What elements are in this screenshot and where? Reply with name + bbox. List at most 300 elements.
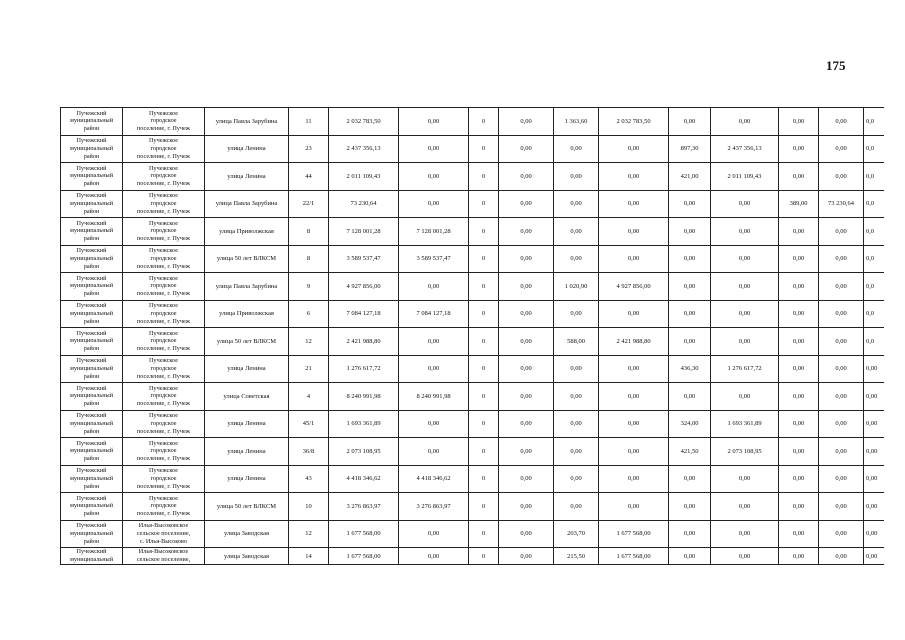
municipality-cell-line: район xyxy=(83,152,100,160)
total-cost-cell: 2 421 988,80 xyxy=(329,328,399,356)
cost-column-5-cell: 0,00 xyxy=(599,163,669,191)
table-row xyxy=(61,300,884,328)
area-column-2-cell: 0,00 xyxy=(669,108,711,136)
house-number-cell: 8 xyxy=(289,245,329,273)
settlement-cell-line: Пучежское xyxy=(149,164,178,172)
municipality-cell-line: район xyxy=(83,537,100,545)
area-column-1-cell: 1 363,60 xyxy=(554,108,599,136)
cost-column-3-cell: 0,00 xyxy=(499,108,554,136)
area-column-2-cell: 897,30 xyxy=(669,135,711,163)
count-column-cell: 0 xyxy=(469,438,499,466)
cost-column-5-cell: 0,00 xyxy=(599,355,669,383)
street-cell: улица Заводская xyxy=(205,520,289,548)
total-cost-cell: 3 276 863,97 xyxy=(329,493,399,521)
house-number-cell: 43 xyxy=(289,465,329,493)
area-column-3-cell: 0,00 xyxy=(779,273,819,301)
municipality-cell-line: район xyxy=(83,372,100,380)
area-column-3-cell: 0,00 xyxy=(779,135,819,163)
municipality-cell-line: Пучежский xyxy=(76,357,107,365)
area-column-2-cell: 0,00 xyxy=(669,465,711,493)
settlement-cell-line: Илья-Высоковское xyxy=(138,548,189,556)
table-row xyxy=(61,548,884,565)
table-row xyxy=(61,190,884,218)
cost-column-3-cell: 0,00 xyxy=(499,190,554,218)
table-row xyxy=(61,410,884,438)
cost-column-5-cell: 0,00 xyxy=(599,465,669,493)
street-cell: улица 50 лет ВЛКСМ xyxy=(205,493,289,521)
cost-column-7-cell: 1 693 361,89 xyxy=(711,410,779,438)
house-number-cell: 36/8 xyxy=(289,438,329,466)
table-body xyxy=(61,108,884,565)
municipality-cell-line: муниципальный xyxy=(69,474,114,482)
settlement-cell-line: Пучежское xyxy=(149,384,178,392)
house-number-cell: 6 xyxy=(289,300,329,328)
area-column-1-cell: 0,00 xyxy=(554,355,599,383)
cost-column-10-cell: 0,0 xyxy=(864,245,884,273)
area-column-1-cell: 0,00 xyxy=(554,410,599,438)
settlement-cell-line: поселение, г. Пучеж xyxy=(136,317,191,325)
municipality-cell xyxy=(61,383,123,411)
area-column-2-cell: 421,50 xyxy=(669,438,711,466)
municipality-cell-line: муниципальный xyxy=(69,254,114,262)
cost-column-5-cell: 2 032 783,50 xyxy=(599,108,669,136)
house-number-cell: 45/1 xyxy=(289,410,329,438)
table-row xyxy=(61,438,884,466)
settlement-cell-line: Пучежское xyxy=(149,219,178,227)
street-cell: улица 50 лет ВЛКСМ xyxy=(205,328,289,356)
count-column-cell: 0 xyxy=(469,300,499,328)
settlement-cell-line: поселение, г. Пучеж xyxy=(136,180,191,188)
cost-column-10-cell: 0,00 xyxy=(864,520,884,548)
municipality-cell-line: муниципальный xyxy=(69,337,114,345)
municipality-cell xyxy=(61,245,123,273)
cost-column-9-cell: 0,00 xyxy=(819,355,864,383)
street-cell: улица Приволжская xyxy=(205,300,289,328)
settlement-cell xyxy=(123,328,205,356)
house-number-cell: 23 xyxy=(289,135,329,163)
cost-column-5-cell: 0,00 xyxy=(599,410,669,438)
settlement-cell xyxy=(123,383,205,411)
cost-column-5-cell: 0,00 xyxy=(599,135,669,163)
settlement-cell-line: Пучежское xyxy=(149,467,178,475)
settlement-cell xyxy=(123,190,205,218)
municipality-cell xyxy=(61,218,123,246)
area-column-2-cell: 0,00 xyxy=(669,190,711,218)
house-number-cell: 22/1 xyxy=(289,190,329,218)
area-column-1-cell: 0,00 xyxy=(554,135,599,163)
municipality-cell-line: район xyxy=(83,207,100,215)
cost-column-7-cell: 1 276 617,72 xyxy=(711,355,779,383)
municipality-cell-line: муниципальный xyxy=(69,282,114,290)
municipality-cell-line: район xyxy=(83,427,100,435)
cost-column-7-cell: 0,00 xyxy=(711,245,779,273)
settlement-cell-line: поселение, г. Пучеж xyxy=(136,372,191,380)
house-number-cell: 4 xyxy=(289,383,329,411)
area-column-1-cell: 0,00 xyxy=(554,245,599,273)
street-cell: улица Павла Зарубина xyxy=(205,190,289,218)
cost-column-7-cell: 0,00 xyxy=(711,218,779,246)
cost-column-7-cell: 0,00 xyxy=(711,465,779,493)
settlement-cell xyxy=(123,108,205,136)
settlement-cell-line: Пучежское xyxy=(149,302,178,310)
cost-column-5-cell: 1 677 568,00 xyxy=(599,548,669,565)
municipality-cell-line: район xyxy=(83,510,100,518)
settlement-cell-line: городское xyxy=(150,282,177,290)
cost-column-7-cell: 2 011 109,43 xyxy=(711,163,779,191)
count-column-cell: 0 xyxy=(469,190,499,218)
municipality-cell-line: муниципальный xyxy=(69,309,114,317)
municipality-cell-line: муниципальный xyxy=(69,419,114,427)
area-column-3-cell: 0,00 xyxy=(779,355,819,383)
total-cost-cell: 4 418 346,62 xyxy=(329,465,399,493)
street-cell: улица Приволжская xyxy=(205,218,289,246)
cost-column-5-cell: 2 421 988,80 xyxy=(599,328,669,356)
count-column-cell: 0 xyxy=(469,410,499,438)
count-column-cell: 0 xyxy=(469,328,499,356)
municipality-cell-line: район xyxy=(83,180,100,188)
settlement-cell-line: городское xyxy=(150,474,177,482)
cost-column-3-cell: 0,00 xyxy=(499,163,554,191)
cost-column-3-cell: 0,00 xyxy=(499,300,554,328)
cost-column-9-cell: 0,00 xyxy=(819,328,864,356)
cost-column-7-cell: 0,00 xyxy=(711,328,779,356)
municipality-cell-line: район xyxy=(83,262,100,270)
municipality-cell-line: Пучежский xyxy=(76,302,107,310)
street-cell: улица Ленина xyxy=(205,438,289,466)
settlement-cell-line: городское xyxy=(150,172,177,180)
cost-column-5-cell: 4 927 856,00 xyxy=(599,273,669,301)
cost-column-3-cell: 0,00 xyxy=(499,328,554,356)
cost-column-1-cell: 7 128 001,28 xyxy=(399,218,469,246)
municipality-cell-line: район xyxy=(83,317,100,325)
cost-column-1-cell: 3 276 863,97 xyxy=(399,493,469,521)
cost-column-1-cell: 0,00 xyxy=(399,520,469,548)
area-column-3-cell: 0,00 xyxy=(779,548,819,565)
settlement-cell-line: поселение, г. Пучеж xyxy=(136,482,191,490)
street-cell: улица Ленина xyxy=(205,465,289,493)
total-cost-cell: 2 032 783,50 xyxy=(329,108,399,136)
settlement-cell-line: городское xyxy=(150,309,177,317)
area-column-1-cell: 203,70 xyxy=(554,520,599,548)
municipality-cell xyxy=(61,328,123,356)
municipality-cell-line: Пучежский xyxy=(76,412,107,420)
count-column-cell: 0 xyxy=(469,548,499,565)
municipality-cell-line: Пучежский xyxy=(76,439,107,447)
cost-column-9-cell: 0,00 xyxy=(819,273,864,301)
area-column-3-cell: 0,00 xyxy=(779,245,819,273)
settlement-cell-line: городское xyxy=(150,419,177,427)
municipality-cell-line: муниципальный xyxy=(69,364,114,372)
municipality-cell xyxy=(61,190,123,218)
street-cell: улица Павла Зарубина xyxy=(205,108,289,136)
settlement-cell xyxy=(123,300,205,328)
settlement-cell xyxy=(123,273,205,301)
cost-column-7-cell: 0,00 xyxy=(711,300,779,328)
settlement-cell-line: городское xyxy=(150,227,177,235)
area-column-1-cell: 0,00 xyxy=(554,383,599,411)
street-cell: улица Ленина xyxy=(205,355,289,383)
municipality-cell xyxy=(61,300,123,328)
settlement-cell-line: городское xyxy=(150,254,177,262)
cost-column-7-cell: 0,00 xyxy=(711,520,779,548)
municipality-cell-line: муниципальный xyxy=(69,556,114,563)
municipality-cell-line: район xyxy=(83,290,100,298)
count-column-cell: 0 xyxy=(469,163,499,191)
municipality-cell xyxy=(61,108,123,136)
cost-column-3-cell: 0,00 xyxy=(499,410,554,438)
municipality-cell-line: муниципальный xyxy=(69,502,114,510)
cost-column-7-cell: 2 073 108,95 xyxy=(711,438,779,466)
municipality-cell-line: муниципальный xyxy=(69,144,114,152)
area-column-2-cell: 0,00 xyxy=(669,548,711,565)
settlement-cell-line: Пучежское xyxy=(149,357,178,365)
housing-program-table xyxy=(60,107,884,565)
cost-column-10-cell: 0,0 xyxy=(864,328,884,356)
settlement-cell-line: сельское поселение, xyxy=(136,529,191,537)
municipality-cell-line: муниципальный xyxy=(69,227,114,235)
cost-column-10-cell: 0,00 xyxy=(864,438,884,466)
area-column-1-cell: 0,00 xyxy=(554,218,599,246)
municipality-cell xyxy=(61,355,123,383)
municipality-cell-line: Пучежский xyxy=(76,164,107,172)
cost-column-9-cell: 0,00 xyxy=(819,135,864,163)
table-row xyxy=(61,355,884,383)
cost-column-7-cell: 0,00 xyxy=(711,108,779,136)
area-column-1-cell: 0,00 xyxy=(554,493,599,521)
table-row xyxy=(61,493,884,521)
house-number-cell: 12 xyxy=(289,328,329,356)
cost-column-7-cell: 0,00 xyxy=(711,190,779,218)
settlement-cell xyxy=(123,218,205,246)
municipality-cell-line: район xyxy=(83,400,100,408)
street-cell: улица Ленина xyxy=(205,410,289,438)
settlement-cell-line: Пучежское xyxy=(149,109,178,117)
cost-column-9-cell: 0,00 xyxy=(819,163,864,191)
municipality-cell-line: Пучежский xyxy=(76,467,107,475)
table-row xyxy=(61,108,884,136)
count-column-cell: 0 xyxy=(469,218,499,246)
total-cost-cell: 1 677 568,00 xyxy=(329,520,399,548)
cost-column-9-cell: 0,00 xyxy=(819,438,864,466)
area-column-3-cell: 0,00 xyxy=(779,300,819,328)
cost-column-3-cell: 0,00 xyxy=(499,273,554,301)
area-column-1-cell: 0,00 xyxy=(554,300,599,328)
cost-column-7-cell: 0,00 xyxy=(711,493,779,521)
cost-column-9-cell: 73 230,64 xyxy=(819,190,864,218)
street-cell: улица Ленина xyxy=(205,135,289,163)
page-number: 175 xyxy=(826,58,846,73)
settlement-cell xyxy=(123,135,205,163)
municipality-cell-line: Пучежский xyxy=(76,247,107,255)
cost-column-9-cell: 0,00 xyxy=(819,383,864,411)
municipality-cell-line: район xyxy=(83,235,100,243)
area-column-2-cell: 0,00 xyxy=(669,520,711,548)
table-row xyxy=(61,273,884,301)
settlement-cell-line: городское xyxy=(150,447,177,455)
table-row xyxy=(61,465,884,493)
settlement-cell-line: городское xyxy=(150,392,177,400)
cost-column-10-cell: 0,00 xyxy=(864,410,884,438)
area-column-3-cell: 0,00 xyxy=(779,520,819,548)
area-column-2-cell: 0,00 xyxy=(669,218,711,246)
street-cell: улица Заводская xyxy=(205,548,289,565)
settlement-cell-line: городское xyxy=(150,117,177,125)
house-number-cell: 11 xyxy=(289,108,329,136)
cost-column-3-cell: 0,00 xyxy=(499,383,554,411)
cost-column-7-cell: 2 437 356,13 xyxy=(711,135,779,163)
table-row xyxy=(61,383,884,411)
municipality-cell-line: Пучежский xyxy=(76,494,107,502)
house-number-cell: 44 xyxy=(289,163,329,191)
municipality-cell xyxy=(61,465,123,493)
municipality-cell-line: Пучежский xyxy=(76,109,107,117)
area-column-3-cell: 0,00 xyxy=(779,438,819,466)
count-column-cell: 0 xyxy=(469,273,499,301)
cost-column-3-cell: 0,00 xyxy=(499,548,554,565)
area-column-1-cell: 588,00 xyxy=(554,328,599,356)
municipality-cell-line: муниципальный xyxy=(69,392,114,400)
house-number-cell: 21 xyxy=(289,355,329,383)
settlement-cell-line: городское xyxy=(150,337,177,345)
total-cost-cell: 4 927 856,00 xyxy=(329,273,399,301)
table-row xyxy=(61,218,884,246)
cost-column-9-cell: 0,00 xyxy=(819,465,864,493)
area-column-2-cell: 0,00 xyxy=(669,328,711,356)
cost-column-3-cell: 0,00 xyxy=(499,218,554,246)
total-cost-cell: 7 084 127,18 xyxy=(329,300,399,328)
settlement-cell xyxy=(123,493,205,521)
cost-column-5-cell: 1 677 568,00 xyxy=(599,520,669,548)
municipality-cell-line: муниципальный xyxy=(69,529,114,537)
settlement-cell-line: Пучежское xyxy=(149,274,178,282)
cost-column-3-cell: 0,00 xyxy=(499,493,554,521)
cost-column-3-cell: 0,00 xyxy=(499,520,554,548)
house-number-cell: 8 xyxy=(289,218,329,246)
cost-column-9-cell: 0,00 xyxy=(819,108,864,136)
cost-column-3-cell: 0,00 xyxy=(499,135,554,163)
count-column-cell: 0 xyxy=(469,520,499,548)
settlement-cell xyxy=(123,465,205,493)
area-column-3-cell: 0,00 xyxy=(779,410,819,438)
count-column-cell: 0 xyxy=(469,493,499,521)
table-row xyxy=(61,135,884,163)
settlement-cell xyxy=(123,245,205,273)
area-column-2-cell: 436,30 xyxy=(669,355,711,383)
house-number-cell: 12 xyxy=(289,520,329,548)
cost-column-1-cell: 0,00 xyxy=(399,438,469,466)
total-cost-cell: 2 073 108,95 xyxy=(329,438,399,466)
area-column-1-cell: 215,50 xyxy=(554,548,599,565)
cost-column-5-cell: 0,00 xyxy=(599,383,669,411)
area-column-2-cell: 324,00 xyxy=(669,410,711,438)
count-column-cell: 0 xyxy=(469,245,499,273)
total-cost-cell: 1 677 568,00 xyxy=(329,548,399,565)
settlement-cell-line: поселение, г. Пучеж xyxy=(136,262,191,270)
settlement-cell xyxy=(123,355,205,383)
settlement-cell-line: поселение, г. Пучеж xyxy=(136,455,191,463)
municipality-cell-line: Пучежский xyxy=(76,522,107,530)
settlement-cell xyxy=(123,163,205,191)
cost-column-1-cell: 0,00 xyxy=(399,328,469,356)
cost-column-5-cell: 0,00 xyxy=(599,190,669,218)
cost-column-10-cell: 0,00 xyxy=(864,548,884,565)
area-column-2-cell: 0,00 xyxy=(669,300,711,328)
table-row xyxy=(61,328,884,356)
settlement-cell-line: Пучежское xyxy=(149,329,178,337)
street-cell: улица 50 лет ВЛКСМ xyxy=(205,245,289,273)
area-column-2-cell: 421,00 xyxy=(669,163,711,191)
settlement-cell-line: городское xyxy=(150,144,177,152)
cost-column-1-cell: 0,00 xyxy=(399,190,469,218)
municipality-cell xyxy=(61,135,123,163)
settlement-cell-line: поселение, г. Пучеж xyxy=(136,152,191,160)
cost-column-3-cell: 0,00 xyxy=(499,465,554,493)
cost-column-9-cell: 0,00 xyxy=(819,245,864,273)
cost-column-7-cell: 0,00 xyxy=(711,548,779,565)
municipality-cell-line: Пучежский xyxy=(76,137,107,145)
house-number-cell: 10 xyxy=(289,493,329,521)
area-column-3-cell: 0,00 xyxy=(779,493,819,521)
cost-column-5-cell: 0,00 xyxy=(599,245,669,273)
area-column-3-cell: 0,00 xyxy=(779,163,819,191)
settlement-cell xyxy=(123,438,205,466)
area-column-3-cell: 0,00 xyxy=(779,383,819,411)
area-column-3-cell: 389,00 xyxy=(779,190,819,218)
cost-column-10-cell: 0,0 xyxy=(864,273,884,301)
total-cost-cell: 1 693 361,89 xyxy=(329,410,399,438)
total-cost-cell: 3 589 537,47 xyxy=(329,245,399,273)
area-column-1-cell: 0,00 xyxy=(554,163,599,191)
municipality-cell-line: Пучежский xyxy=(76,192,107,200)
settlement-cell-line: поселение, г. Пучеж xyxy=(136,345,191,353)
settlement-cell-line: поселение, г. Пучеж xyxy=(136,235,191,243)
municipality-cell-line: Пучежский xyxy=(76,274,107,282)
settlement-cell-line: Пучежское xyxy=(149,494,178,502)
count-column-cell: 0 xyxy=(469,135,499,163)
cost-column-3-cell: 0,00 xyxy=(499,438,554,466)
area-column-1-cell: 0,00 xyxy=(554,438,599,466)
cost-column-1-cell: 3 589 537,47 xyxy=(399,245,469,273)
settlement-cell-line: поселение, г. Пучеж xyxy=(136,125,191,133)
cost-column-5-cell: 0,00 xyxy=(599,493,669,521)
area-column-2-cell: 0,00 xyxy=(669,245,711,273)
cost-column-3-cell: 0,00 xyxy=(499,245,554,273)
count-column-cell: 0 xyxy=(469,383,499,411)
count-column-cell: 0 xyxy=(469,355,499,383)
settlement-cell-line: поселение, г. Пучеж xyxy=(136,510,191,518)
area-column-1-cell: 0,00 xyxy=(554,465,599,493)
cost-column-5-cell: 0,00 xyxy=(599,218,669,246)
cost-column-9-cell: 0,00 xyxy=(819,548,864,565)
table-row xyxy=(61,520,884,548)
cost-column-10-cell: 0,00 xyxy=(864,355,884,383)
municipality-cell xyxy=(61,410,123,438)
house-number-cell: 9 xyxy=(289,273,329,301)
settlement-cell xyxy=(123,548,205,565)
municipality-cell xyxy=(61,493,123,521)
settlement-cell-line: городское xyxy=(150,502,177,510)
cost-column-7-cell: 0,00 xyxy=(711,273,779,301)
municipality-cell xyxy=(61,438,123,466)
municipality-cell xyxy=(61,548,123,565)
area-column-1-cell: 1 020,90 xyxy=(554,273,599,301)
area-column-2-cell: 0,00 xyxy=(669,493,711,521)
count-column-cell: 0 xyxy=(469,465,499,493)
cost-column-5-cell: 0,00 xyxy=(599,300,669,328)
street-cell: улица Советская xyxy=(205,383,289,411)
cost-column-1-cell: 0,00 xyxy=(399,355,469,383)
cost-column-1-cell: 0,00 xyxy=(399,410,469,438)
